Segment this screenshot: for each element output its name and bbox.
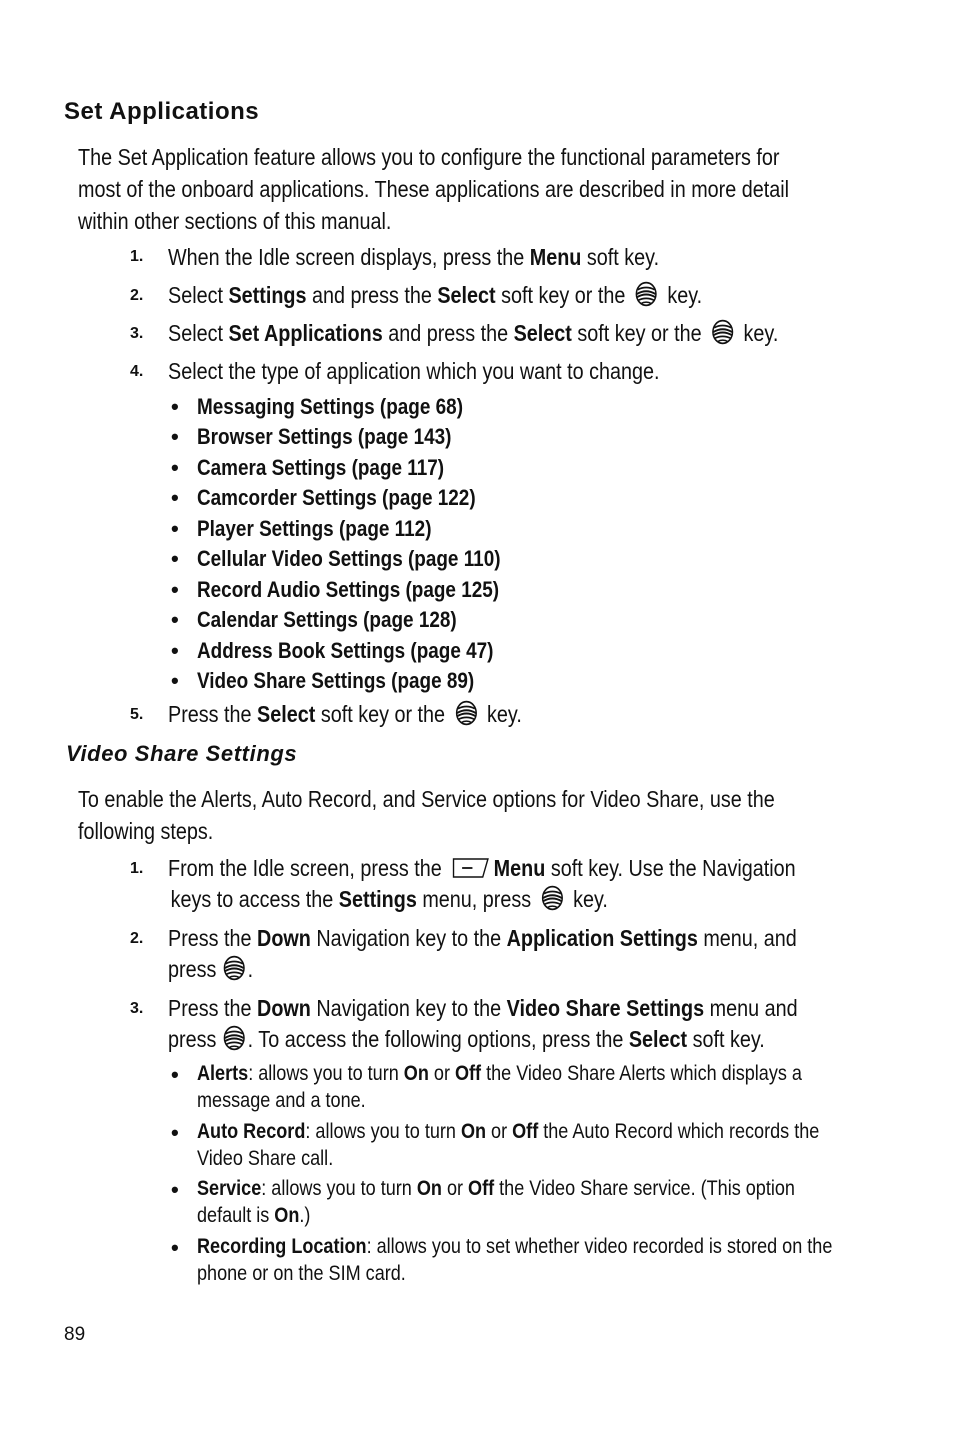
- intro-line: To enable the Alerts, Auto Record, and Service options for Video Share, use the: [78, 786, 775, 812]
- down-keyword: Down: [257, 925, 311, 951]
- option-text: Video Share call.: [197, 1147, 334, 1170]
- step-text: soft key or the: [571, 320, 708, 346]
- step-text: . To access the following options, press the: [247, 1026, 629, 1052]
- option-text: the Auto Record which records the: [538, 1120, 820, 1143]
- step-text: and press the: [382, 320, 514, 346]
- step-text: soft key. Use the Navigation: [545, 855, 796, 881]
- step-text: key.: [481, 701, 522, 727]
- step-text: Navigation key to the: [310, 925, 507, 951]
- step-text: Select the type of application which you want to change.: [168, 358, 660, 384]
- bullet: •: [171, 1120, 179, 1145]
- option-name: Service: [197, 1177, 262, 1200]
- step-text: soft key.: [581, 244, 660, 270]
- option-text: phone or on the SIM card.: [197, 1262, 406, 1285]
- att-globe-icon: [222, 1025, 246, 1051]
- down-keyword: Down: [257, 995, 311, 1021]
- step-number: 4.: [130, 363, 144, 380]
- select-keyword: Select: [257, 701, 316, 727]
- intro-line: within other sections of this manual.: [78, 208, 392, 234]
- intro-paragraph: [78, 141, 789, 237]
- step-text: soft key or the: [315, 701, 451, 727]
- bullet: •: [171, 455, 179, 480]
- att-globe-icon: [711, 319, 735, 345]
- step-text: key.: [567, 886, 608, 912]
- att-globe-icon: [540, 885, 564, 911]
- section-title-set-applications: Set Applications: [64, 98, 260, 125]
- option-auto-record: [197, 1118, 819, 1172]
- select-keyword: Select: [628, 1026, 688, 1052]
- bullet: •: [171, 1235, 179, 1260]
- option-text: : allows you to turn: [305, 1120, 461, 1143]
- step-text: From the Idle screen, press the: [168, 855, 448, 881]
- step-text: Select: [168, 320, 229, 346]
- step-text: When the Idle screen displays, press the: [168, 244, 530, 270]
- step-number: 2.: [130, 287, 144, 304]
- step-5-text: [168, 699, 522, 730]
- step-number: 2.: [130, 930, 144, 947]
- step-text: menu, and: [697, 925, 797, 951]
- step-text: soft key.: [687, 1026, 765, 1052]
- option-text: : allows you to set whether video recorded is stored on the: [366, 1235, 833, 1258]
- option-text: .): [299, 1204, 311, 1227]
- step-number: 5.: [130, 706, 144, 723]
- option-service: [197, 1175, 795, 1229]
- step-number: 3.: [130, 1000, 144, 1017]
- menu-keyword: Menu: [529, 244, 582, 270]
- option-name: Auto Record: [197, 1120, 306, 1143]
- off-keyword: Off: [512, 1120, 539, 1143]
- step-number: 1.: [130, 860, 144, 877]
- att-globe-icon: [222, 955, 246, 981]
- vs-step-3-text: [168, 993, 798, 1055]
- step-3-text: [168, 318, 778, 349]
- bullet: •: [171, 516, 179, 541]
- list-item: Camera Settings (page 117): [197, 455, 445, 480]
- select-keyword: Select: [437, 282, 496, 308]
- option-recording-location: [197, 1233, 832, 1287]
- list-item: Calendar Settings (page 128): [197, 607, 457, 632]
- option-text: message and a tone.: [197, 1089, 366, 1112]
- list-item: Camcorder Settings (page 122): [197, 485, 476, 510]
- option-text: or: [428, 1062, 455, 1085]
- intro-line: most of the onboard applications. These applications are described in more detail: [78, 176, 790, 202]
- bullet: •: [171, 1177, 179, 1202]
- step-2-text: [168, 280, 702, 311]
- bullet: •: [171, 546, 179, 571]
- intro-line: following steps.: [78, 818, 214, 844]
- off-keyword: Off: [468, 1177, 495, 1200]
- section-title-video-share-settings: Video Share Settings: [66, 741, 298, 766]
- bullet: •: [171, 1062, 179, 1087]
- option-name: Alerts: [197, 1062, 249, 1085]
- select-keyword: Select: [513, 320, 572, 346]
- off-keyword: Off: [454, 1062, 482, 1085]
- option-alerts: [197, 1060, 802, 1114]
- list-item: Address Book Settings (page 47): [197, 638, 494, 663]
- option-text: default is: [197, 1204, 275, 1227]
- list-item: Browser Settings (page 143): [197, 424, 452, 449]
- list-item: Video Share Settings (page 89): [197, 668, 475, 693]
- option-text: : allows you to turn: [261, 1177, 417, 1200]
- option-text: the Video Share service. (This option: [494, 1177, 795, 1200]
- intro-line: The Set Application feature allows you to configure the functional parameters for: [78, 144, 780, 170]
- step-number: 1.: [130, 248, 144, 265]
- bullet: •: [171, 485, 179, 510]
- step-text: Press the: [168, 925, 258, 951]
- on-keyword: On: [403, 1062, 429, 1085]
- settings-keyword: Settings: [338, 886, 417, 912]
- step-text: menu and: [704, 995, 798, 1021]
- step-text: and press the: [306, 282, 438, 308]
- option-text: the Video Share Alerts which displays a: [481, 1062, 802, 1085]
- bullet: •: [171, 607, 179, 632]
- bullet: •: [171, 394, 179, 419]
- step-text: .: [247, 956, 254, 982]
- menu-keyword: Menu: [493, 855, 546, 881]
- option-text: or: [441, 1177, 469, 1200]
- step-text: Press the: [168, 701, 258, 727]
- att-globe-icon: [454, 700, 478, 726]
- step-text: press: [168, 956, 222, 982]
- menu-softkey-icon: [451, 856, 491, 880]
- option-text: or: [486, 1120, 513, 1143]
- step-text: key.: [661, 282, 703, 308]
- step-text: Select: [168, 282, 229, 308]
- video-share-settings-keyword: Video Share Settings: [506, 995, 705, 1021]
- list-item: Record Audio Settings (page 125): [197, 577, 500, 602]
- step-text: soft key or the: [495, 282, 631, 308]
- list-item: Player Settings (page 112): [197, 516, 432, 541]
- intro-paragraph: [78, 783, 775, 847]
- bullet: •: [171, 638, 179, 663]
- on-keyword: On: [460, 1120, 487, 1143]
- step-text: key.: [738, 320, 779, 346]
- step-1-text: [168, 242, 659, 273]
- set-applications-keyword: Set Applications: [228, 320, 383, 346]
- step-text: Navigation key to the: [310, 995, 507, 1021]
- step-4-text: [168, 356, 660, 387]
- bullet: •: [171, 424, 179, 449]
- step-text: Press the: [168, 995, 258, 1021]
- option-text: : allows you to turn: [248, 1062, 404, 1085]
- page-number: 89: [64, 1324, 86, 1345]
- step-text: menu, press: [416, 886, 537, 912]
- step-text: press: [168, 1026, 222, 1052]
- option-name: Recording Location: [197, 1235, 367, 1258]
- vs-step-2-text: [168, 923, 797, 985]
- bullet: •: [171, 668, 179, 693]
- list-item: Messaging Settings (page 68): [197, 394, 463, 419]
- bullet: •: [171, 577, 179, 602]
- on-keyword: On: [416, 1177, 442, 1200]
- application-settings-keyword: Application Settings: [506, 925, 698, 951]
- vs-step-1-text: [168, 853, 796, 915]
- att-globe-icon: [634, 281, 658, 307]
- step-number: 3.: [130, 325, 144, 342]
- list-item: Cellular Video Settings (page 110): [197, 546, 501, 571]
- on-keyword: On: [274, 1204, 300, 1227]
- settings-keyword: Settings: [228, 282, 307, 308]
- step-text: keys to access the: [170, 886, 339, 912]
